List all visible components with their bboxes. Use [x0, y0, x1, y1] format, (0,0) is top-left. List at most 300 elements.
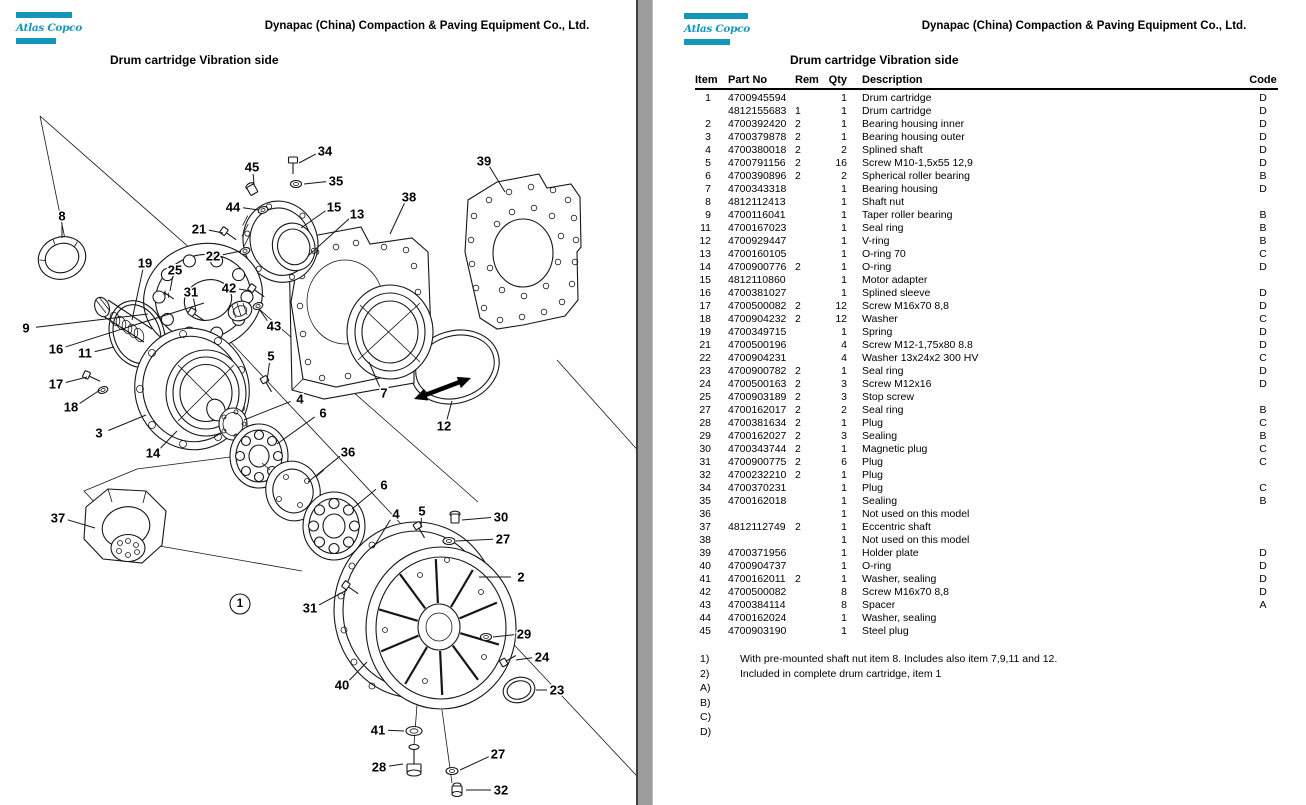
- cell-item: 4: [705, 144, 711, 156]
- callout-label: 27: [490, 746, 506, 762]
- table-row: [695, 586, 1278, 599]
- callout-label: 6: [380, 477, 388, 493]
- page-title: Drum cartridge Vibration side: [790, 53, 959, 67]
- cell-code: D: [1259, 365, 1267, 377]
- cell-item: 31: [699, 456, 711, 468]
- cell-item: 42: [699, 586, 711, 598]
- callout-leader-line: [308, 456, 340, 482]
- cell-rem: 2: [795, 300, 801, 312]
- cell-code: B: [1259, 235, 1267, 247]
- page-title: Drum cartridge Vibration side: [110, 53, 279, 67]
- cell-item: 15: [699, 274, 711, 286]
- cell-qty: 1: [841, 118, 847, 130]
- cell-item: 8: [705, 196, 711, 208]
- table-row: [695, 391, 1278, 404]
- cell-rem: 2: [795, 157, 801, 169]
- ribbed-disc: [366, 547, 516, 709]
- table-row: [695, 235, 1278, 248]
- cell-part: 4700162017: [728, 404, 787, 416]
- cell-item: 3: [705, 131, 711, 143]
- cell-part: 4700900775: [728, 456, 787, 468]
- cell-qty: 1: [841, 365, 847, 377]
- cell-rem: [795, 248, 821, 261]
- cell-code: [1248, 469, 1278, 482]
- table-row: [695, 469, 1278, 482]
- col-header-item: Item: [695, 74, 718, 86]
- eccentric-shaft: [84, 489, 166, 563]
- callout-leader-line: [516, 658, 532, 660]
- cell-item: 29: [699, 430, 711, 442]
- callout-leader-line: [66, 377, 87, 382]
- cell-rem: [795, 625, 821, 638]
- cell-part: 4700929447: [728, 235, 787, 247]
- cell-rem: 2: [795, 456, 801, 468]
- footnote: [700, 725, 1057, 740]
- callout-label: 41: [370, 722, 386, 738]
- cell-qty: 4: [841, 339, 847, 351]
- table-row: [695, 209, 1278, 222]
- col-header-rem: Rem: [795, 74, 819, 86]
- cell-rem: [795, 534, 821, 547]
- cell-item: 34: [699, 482, 711, 494]
- cell-item: 38: [699, 534, 711, 546]
- table-row: [695, 339, 1278, 352]
- cell-part: [728, 534, 795, 547]
- footnote: [700, 667, 1057, 682]
- cell-desc: Washer, sealing: [862, 612, 937, 624]
- callout-label: 28: [371, 759, 387, 775]
- cell-code: [1248, 391, 1278, 404]
- cell-item: 44: [699, 612, 711, 624]
- cell-qty: 3: [841, 378, 847, 390]
- footnote-key: B): [700, 696, 711, 709]
- cell-part: 4700500082: [728, 300, 787, 312]
- cell-qty: 1: [841, 625, 847, 637]
- table-row: [695, 196, 1278, 209]
- table-row: [695, 495, 1278, 508]
- cell-qty: 3: [841, 391, 847, 403]
- col-header-part-no: Part No: [728, 74, 768, 86]
- cell-qty: 1: [841, 417, 847, 429]
- cell-qty: 1: [841, 547, 847, 559]
- table-row: [695, 547, 1278, 560]
- callout-label: 22: [205, 248, 221, 264]
- cell-part: 4700500163: [728, 378, 787, 390]
- callout-label: 38: [401, 189, 417, 205]
- cell-code: D: [1259, 105, 1267, 117]
- logo-bar-bottom: [684, 39, 730, 45]
- callout-label: 27: [495, 531, 511, 547]
- cell-rem: [795, 560, 821, 573]
- page-divider: [636, 0, 653, 805]
- cell-code: C: [1259, 352, 1267, 364]
- cell-item: 40: [699, 560, 711, 572]
- cell-code: D: [1259, 586, 1267, 598]
- cell-qty: 1: [841, 326, 847, 338]
- cell-item: 24: [699, 378, 711, 390]
- footnote-key: C): [700, 711, 712, 723]
- table-row: [695, 417, 1278, 430]
- table-row: [695, 92, 1278, 105]
- cell-code: C: [1259, 248, 1267, 260]
- cell-code: [1248, 521, 1278, 534]
- cell-desc: Magnetic plug: [862, 443, 928, 455]
- cell-item: 30: [699, 443, 711, 455]
- cell-item: 16: [699, 287, 711, 299]
- cell-part: 4812112749: [728, 521, 786, 533]
- table-row: [695, 170, 1278, 183]
- cell-part: 4700116041: [728, 209, 786, 221]
- cell-rem: 2: [795, 365, 801, 377]
- cell-part: 4812112413: [728, 196, 786, 208]
- cell-item: 19: [699, 326, 711, 338]
- cell-qty: 12: [835, 313, 847, 325]
- footnote-key: 1): [700, 653, 710, 665]
- cell-part: 4700162011: [728, 573, 786, 585]
- cell-qty: 12: [835, 300, 847, 312]
- table-row: [695, 599, 1278, 612]
- cell-part: 4700381634: [728, 417, 787, 429]
- cell-rem: 2: [795, 469, 801, 481]
- cell-part: 4700903189: [728, 391, 787, 403]
- cell-code: [1248, 508, 1278, 521]
- callout-label: 4: [392, 506, 400, 522]
- table-row: [695, 274, 1278, 287]
- cell-part: 4700349715: [728, 326, 787, 338]
- cell-rem: [795, 287, 821, 300]
- callout-label: 35: [328, 173, 344, 189]
- callout-label: 37: [50, 510, 66, 526]
- table-row: [695, 521, 1278, 534]
- callout-label: 5: [418, 503, 426, 519]
- callout-label: 13: [349, 206, 365, 222]
- callout-label: 30: [493, 509, 509, 525]
- page-left: [0, 0, 636, 805]
- cell-desc: Washer 13x24x2 300 HV: [862, 352, 979, 364]
- cell-desc: Plug: [862, 456, 884, 468]
- cell-part: 4700500196: [728, 339, 787, 351]
- cell-desc: Bearing housing: [862, 183, 938, 195]
- logo-wordmark: Atlas Copco: [684, 23, 750, 35]
- cell-code: B: [1259, 430, 1267, 442]
- cell-code: D: [1259, 339, 1267, 351]
- callout-label: 24: [534, 649, 550, 665]
- footnote-key: D): [700, 725, 712, 738]
- cell-qty: 1: [841, 196, 847, 208]
- table-row: [695, 612, 1278, 625]
- cell-part: 4700167023: [728, 222, 787, 234]
- callout-label: 31: [183, 284, 199, 300]
- callout-label: 44: [225, 199, 241, 215]
- col-header-code: Code: [1249, 74, 1277, 86]
- cell-rem: 2: [795, 404, 801, 416]
- cell-item: 21: [699, 339, 711, 351]
- cell-part: 4812110860: [728, 274, 786, 286]
- callout-label: 8: [58, 208, 66, 224]
- cell-desc: Plug: [862, 482, 884, 494]
- callout-leader-line: [244, 401, 291, 420]
- table-row: [695, 404, 1278, 417]
- company-header: Dynapac (China) Compaction & Paving Equipment Co., Ltd.: [921, 20, 1247, 32]
- exploded-parts-diagram: [0, 100, 645, 803]
- cell-part: 4700160105: [728, 248, 787, 260]
- cell-rem: [795, 196, 821, 209]
- table-row: [695, 326, 1278, 339]
- cell-code: [1248, 625, 1278, 638]
- cell-qty: 1: [841, 287, 847, 299]
- cell-qty: 1: [841, 235, 847, 247]
- cell-rem: 2: [795, 430, 801, 442]
- parts-table-rows: [695, 92, 1278, 638]
- cell-part: 4812155683: [728, 105, 787, 117]
- cell-qty: 1: [841, 209, 847, 221]
- cell-desc: Plug: [862, 417, 884, 429]
- cell-desc: O-ring: [862, 560, 892, 572]
- callout-label: 16: [48, 341, 64, 357]
- cell-desc: Spherical roller bearing: [862, 170, 970, 182]
- cell-code: D: [1259, 157, 1267, 169]
- cell-rem: 2: [795, 391, 801, 403]
- cell-part: [728, 508, 795, 521]
- table-row: [695, 313, 1278, 326]
- cell-rem: 2: [795, 144, 801, 156]
- cell-part: 4700904737: [728, 560, 787, 572]
- callout-label: 19: [137, 255, 153, 271]
- cell-rem: 2: [795, 573, 801, 585]
- table-row: [695, 534, 1278, 547]
- cell-item: 36: [699, 508, 711, 520]
- cell-rem: [795, 352, 821, 365]
- cell-item: 7: [705, 183, 711, 195]
- cell-qty: 1: [841, 443, 847, 455]
- cell-part: 4700232210: [728, 469, 787, 481]
- callout-leader-line: [389, 764, 403, 766]
- cell-part: 4700392420: [728, 118, 787, 130]
- cell-item: 25: [699, 391, 711, 403]
- cell-desc: Seal ring: [862, 404, 904, 416]
- cell-qty: 1: [841, 248, 847, 260]
- cell-qty: 2: [841, 170, 847, 182]
- cell-desc: Not used on this model: [862, 508, 970, 520]
- cell-code: D: [1259, 92, 1267, 104]
- cell-part: 4700162018: [728, 495, 787, 507]
- callout-leader-line: [304, 182, 326, 184]
- cell-item: 18: [699, 313, 711, 325]
- cell-item: 5: [705, 157, 711, 169]
- cell-desc: Sealing: [862, 495, 898, 507]
- callout-leader-line: [388, 730, 404, 731]
- cell-item: 37: [699, 521, 711, 533]
- callout-leader-line: [277, 417, 315, 444]
- cell-item: 43: [699, 599, 711, 611]
- cell-item: 11: [700, 222, 711, 234]
- cell-desc: Stop screw: [862, 391, 914, 403]
- cell-part: 4700904232: [728, 313, 787, 325]
- cell-rem: [795, 612, 821, 625]
- callout-label: 18: [63, 399, 79, 415]
- table-row: [695, 456, 1278, 469]
- cell-item: [695, 105, 711, 118]
- cell-item: 12: [699, 235, 711, 247]
- cell-rem: [795, 235, 821, 248]
- cell-qty: 1: [841, 261, 847, 273]
- cell-code: B: [1259, 404, 1267, 416]
- cell-rem: [795, 482, 821, 495]
- cell-code: C: [1259, 443, 1267, 455]
- cell-desc: Holder plate: [862, 547, 919, 559]
- cell-desc: Not used on this model: [862, 534, 970, 546]
- cell-qty: 8: [841, 599, 847, 611]
- cell-desc: Bearing housing inner: [862, 118, 965, 130]
- cell-item: 22: [699, 352, 711, 364]
- table-row: [695, 482, 1278, 495]
- table-row: [695, 105, 1278, 118]
- cell-qty: 1: [841, 482, 847, 494]
- footnote-text: With pre-mounted shaft nut item 8. Includes also item 7,9,11 and 12.: [740, 653, 1058, 665]
- footnote-key: 2): [700, 667, 710, 680]
- cell-part: 4700162024: [728, 612, 787, 624]
- cell-item: 27: [699, 404, 711, 416]
- cell-qty: 2: [841, 144, 847, 156]
- cell-desc: Sealing: [862, 430, 898, 442]
- cell-rem: 2: [795, 443, 801, 455]
- table-row: [695, 222, 1278, 235]
- cell-desc: Washer: [862, 313, 898, 325]
- table-row: [695, 131, 1278, 144]
- cell-item: 28: [699, 417, 711, 429]
- cell-part: 4700903190: [728, 625, 787, 637]
- company-header: Dynapac (China) Compaction & Paving Equipment Co., Ltd.: [264, 20, 590, 32]
- callout-leader-line: [80, 390, 100, 403]
- cell-code: D: [1259, 573, 1267, 585]
- cell-desc: Screw M10-1,5x55 12,9: [862, 157, 973, 169]
- cell-code: [1248, 612, 1278, 625]
- cell-qty: 1: [841, 469, 847, 481]
- cell-code: D: [1259, 144, 1267, 156]
- cell-qty: 1: [841, 508, 847, 520]
- cell-qty: 2: [841, 404, 847, 416]
- footnote-text: Included in complete drum cartridge, item 1: [740, 667, 942, 680]
- callout-label: 32: [493, 782, 509, 798]
- callout-label: 17: [48, 376, 64, 392]
- page-right: [653, 0, 1306, 805]
- callout-label: 43: [266, 318, 282, 334]
- cell-desc: Plug: [862, 469, 884, 481]
- cell-desc: Steel plug: [862, 625, 909, 637]
- cell-item: 6: [705, 170, 711, 182]
- cell-rem: 1: [795, 105, 801, 117]
- footnote-key: A): [700, 682, 711, 694]
- cell-qty: 8: [841, 586, 847, 598]
- cell-desc: Drum cartridge: [862, 92, 932, 104]
- logo-bar-bottom: [16, 38, 56, 44]
- cell-item: 14: [699, 261, 711, 273]
- cell-part: 4700371956: [728, 547, 787, 559]
- cell-qty: 1: [841, 105, 847, 117]
- cell-desc: Splined sleeve: [862, 287, 931, 299]
- cell-rem: [795, 209, 821, 222]
- callout-leader-line: [95, 347, 114, 352]
- table-row: [695, 287, 1278, 300]
- bearing-housing-rings: [347, 285, 433, 379]
- cell-item: 39: [699, 547, 711, 559]
- cell-desc: Drum cartridge: [862, 105, 932, 117]
- cell-code: D: [1259, 326, 1267, 338]
- table-row: [695, 144, 1278, 157]
- cell-desc: V-ring: [862, 235, 890, 247]
- footnotes: [700, 652, 1057, 739]
- table-row: [695, 573, 1278, 586]
- cell-code: B: [1259, 209, 1267, 221]
- cell-desc: Eccentric shaft: [862, 521, 931, 533]
- callout-label: 5: [267, 348, 275, 364]
- callout-label: 40: [334, 677, 350, 693]
- cell-code: D: [1259, 118, 1267, 130]
- parts-table-header: [695, 74, 1278, 90]
- cell-qty: 1: [841, 222, 847, 234]
- cell-rem: [795, 599, 821, 612]
- shaft-nut: [32, 230, 91, 286]
- table-row: [695, 378, 1278, 391]
- cell-part: 4700900782: [728, 365, 787, 377]
- cell-rem: [795, 586, 821, 599]
- cell-code: D: [1259, 300, 1267, 312]
- cell-part: 4700945594: [728, 92, 787, 104]
- cell-part: 4700500082: [728, 586, 787, 598]
- cell-code: A: [1259, 599, 1267, 611]
- cell-qty: 1: [841, 560, 847, 572]
- cell-rem: [795, 274, 821, 287]
- cell-qty: 3: [841, 430, 847, 442]
- cell-desc: Taper roller bearing: [862, 209, 953, 221]
- table-row: [695, 261, 1278, 274]
- cell-desc: Splined shaft: [862, 144, 923, 156]
- footnote: [700, 681, 1057, 696]
- callout-label: 2: [517, 569, 525, 585]
- callout-label: 42: [221, 280, 237, 296]
- col-header-qty: Qty: [828, 74, 847, 86]
- cell-code: [1248, 534, 1278, 547]
- cell-qty: 4: [841, 352, 847, 364]
- parts-table: [695, 74, 1278, 638]
- callout-label: 31: [302, 600, 318, 616]
- callout-label: 14: [145, 445, 161, 461]
- cell-code: D: [1259, 183, 1267, 195]
- cell-code: B: [1259, 495, 1267, 507]
- callout-label: 1: [236, 598, 244, 610]
- table-row: [695, 183, 1278, 196]
- cell-item: 9: [705, 209, 711, 221]
- atlas-copco-logo: [16, 12, 82, 44]
- cell-desc: Screw M16x70 8,8: [862, 300, 949, 312]
- cell-desc: Motor adapter: [862, 274, 928, 286]
- cell-desc: Shaft nut: [862, 196, 905, 208]
- cell-rem: 2: [795, 170, 801, 182]
- table-row: [695, 352, 1278, 365]
- cell-rem: [795, 326, 821, 339]
- cell-desc: Spacer: [862, 599, 896, 611]
- table-row: [695, 625, 1278, 638]
- cell-desc: Screw M16x70 8,8: [862, 586, 949, 598]
- logo-wordmark: Atlas Copco: [16, 22, 82, 34]
- cell-qty: 16: [835, 157, 847, 169]
- cell-code: [1248, 274, 1278, 287]
- table-row: [695, 248, 1278, 261]
- table-row: [695, 430, 1278, 443]
- cell-part: 4700370231: [728, 482, 787, 494]
- callout-label: 36: [340, 444, 356, 460]
- cell-rem: [795, 183, 821, 196]
